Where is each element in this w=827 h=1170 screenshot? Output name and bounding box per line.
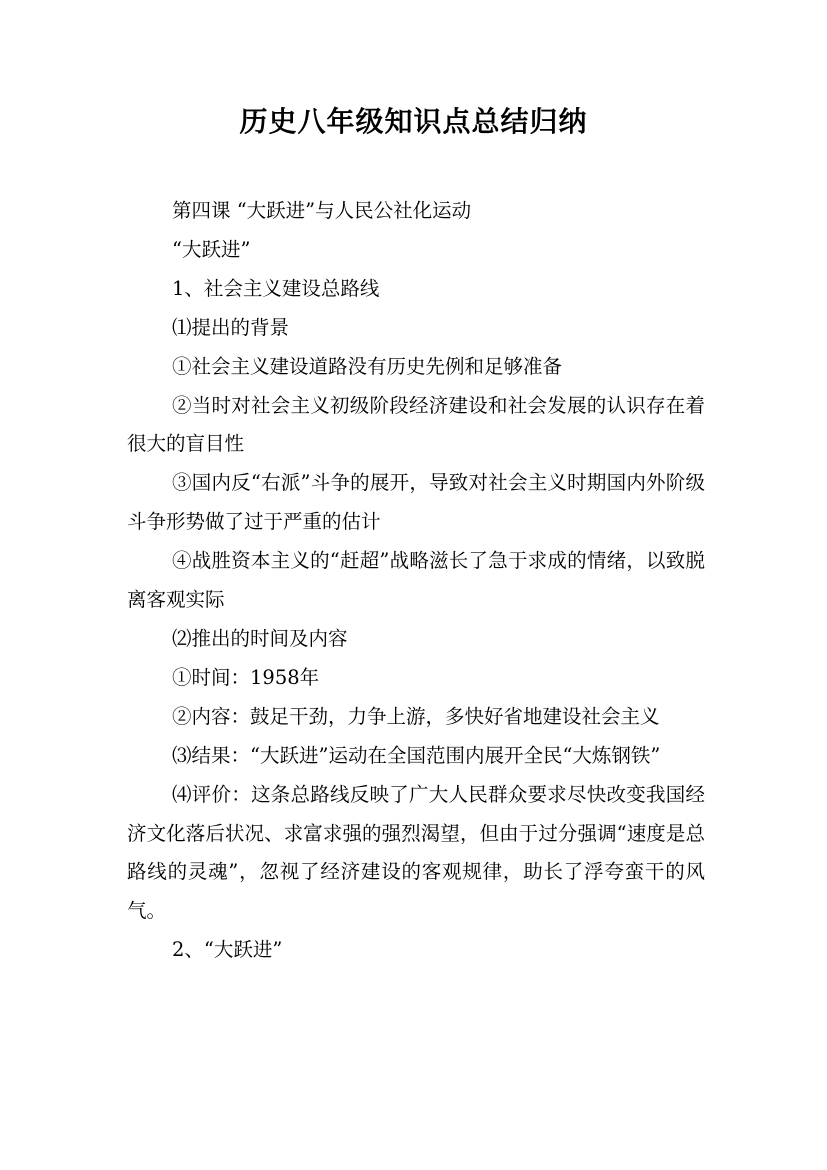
item-heading-background: ⑴提出的背景 xyxy=(172,315,290,339)
background-point-2: ②当时对社会主义初级阶段经济建设和社会发展的认识存在着很大的盲目性 xyxy=(127,393,705,456)
subsection-heading-general-line: 1、社会主义建设总路线 xyxy=(172,276,380,300)
time-point: ①时间：1958年 xyxy=(172,665,320,689)
item-heading-time-content: ⑵推出的时间及内容 xyxy=(172,626,348,650)
background-point-3: ③国内反“右派”斗争的展开，导致对社会主义时期国内外阶级斗争形势做了过于严重的估计 xyxy=(127,471,705,534)
evaluation-paragraph: ⑷评价：这条总路线反映了广大人民群众要求尽快改变我国经济文化落后状况、求富求强的强烈渴望，但由于过分强调“速度是总路线的灵魂”，忽视了经济建设的客观规律，助长了浮夸蛮干的风气。 xyxy=(127,782,705,923)
background-point-4: ④战胜资本主义的“赶超”战略滋长了急于求成的情绪，以致脱离客观实际 xyxy=(127,549,705,612)
subsection-heading-great-leap: 2、“大跃进” xyxy=(172,938,283,962)
document-body xyxy=(127,192,705,970)
document-title: 历史八年级知识点总结归纳 xyxy=(239,105,588,138)
background-point-1: ①社会主义建设道路没有历史先例和足够准备 xyxy=(172,354,563,378)
lesson-heading: 第四课 “大跃进”与人民公社化运动 xyxy=(172,199,472,222)
result-paragraph: ⑶结果：“大跃进”运动在全国范围内展开全民“大炼钢铁” xyxy=(172,743,661,767)
content-point: ②内容：鼓足干劲，力争上游，多快好省地建设社会主义 xyxy=(172,704,660,728)
section-heading-great-leap: “大跃进” xyxy=(172,237,251,261)
